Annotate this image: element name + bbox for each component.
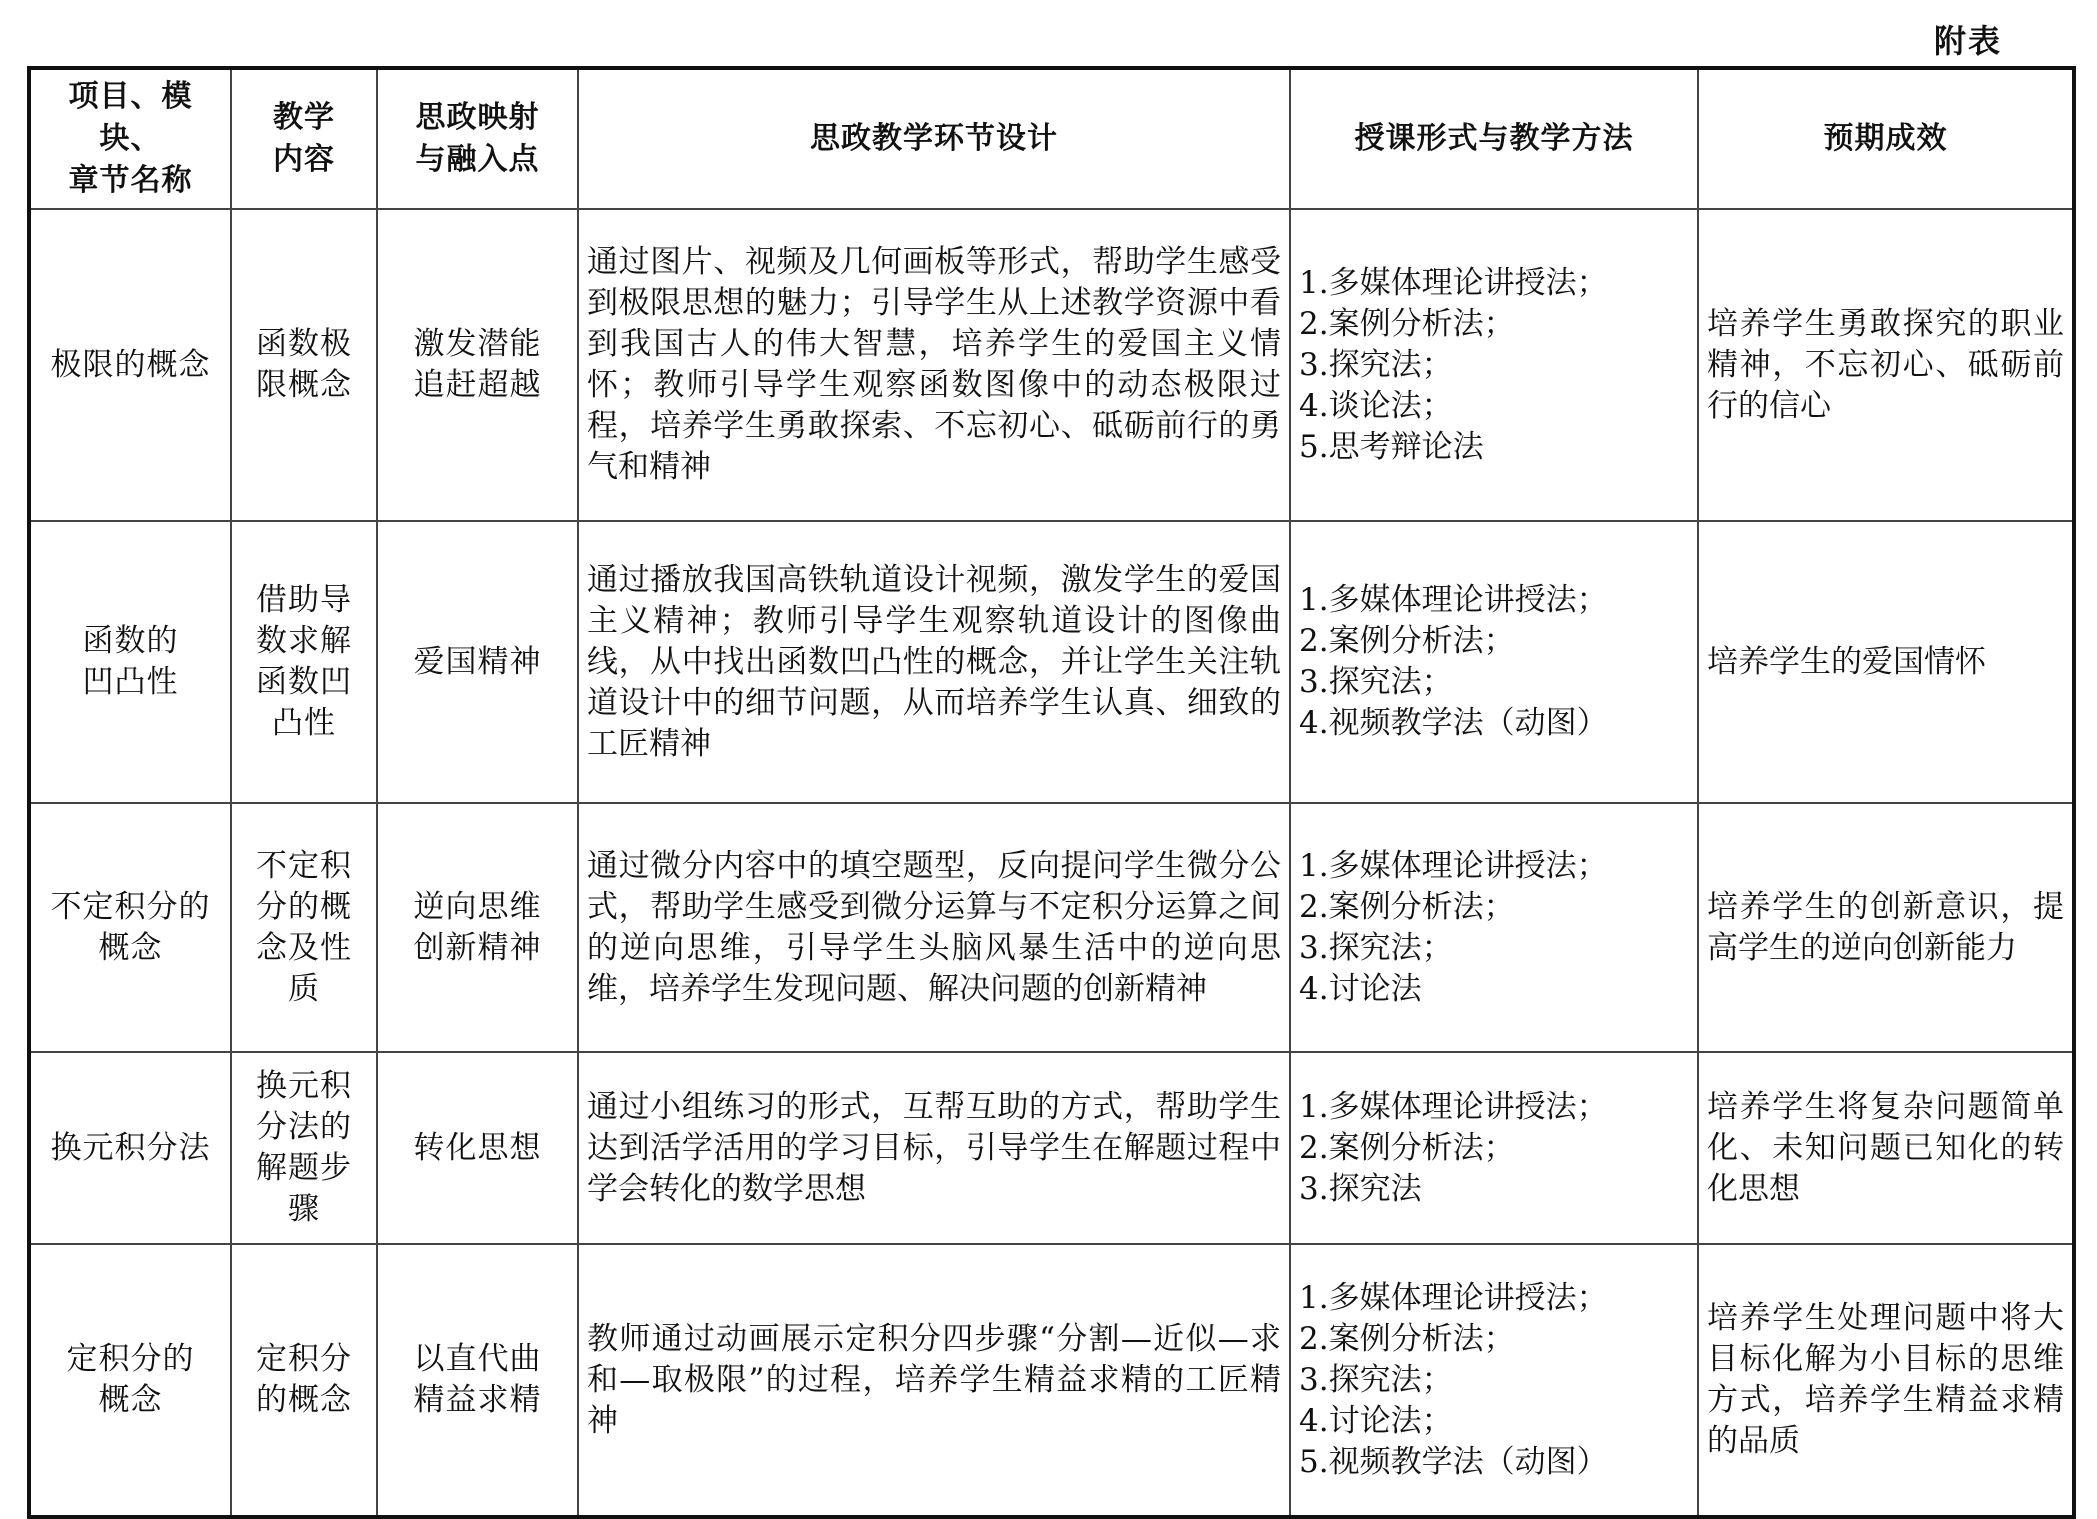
table-row xyxy=(29,803,2074,1052)
curriculum-table xyxy=(27,66,2076,1519)
cell-mapping-point: 转化思想 xyxy=(377,1052,578,1244)
cell-chapter: 极限的概念 xyxy=(29,209,231,521)
header-content: 教学 内容 xyxy=(231,68,377,209)
cell-methods xyxy=(1290,1052,1698,1244)
method-item: 2.案例分析法； xyxy=(1299,1320,1515,1357)
cell-content: 不定积 分的概 念及性 质 xyxy=(231,803,377,1052)
method-item: 2.案例分析法； xyxy=(1299,888,1515,925)
table-caption: 附表 xyxy=(1933,22,2002,60)
cell-design: 通过微分内容中的填空题型，反向提问学生微分公式，帮助学生感受到微分运算与不定积分运算之间的逆向思维，引导学生头脑风暴生活中的逆向思维，培养学生发现问题、解决问题的创新精神 xyxy=(578,803,1290,1052)
cell-chapter: 函数的 凹凸性 xyxy=(29,521,231,803)
header-methods: 授课形式与教学方法 xyxy=(1290,68,1698,209)
cell-outcome: 培养学生将复杂问题简单化、未知问题已知化的转化思想 xyxy=(1698,1052,2074,1244)
header-row xyxy=(29,68,2074,209)
cell-chapter: 换元积分法 xyxy=(29,1052,231,1244)
table-row xyxy=(29,1244,2074,1517)
cell-methods xyxy=(1290,803,1698,1052)
cell-methods xyxy=(1290,521,1698,803)
method-item: 4.视频教学法（动图） xyxy=(1299,705,1608,741)
cell-methods xyxy=(1290,1244,1698,1517)
method-item: 1.多媒体理论讲授法； xyxy=(1299,1088,1608,1125)
cell-chapter: 不定积分的 概念 xyxy=(29,803,231,1052)
method-item: 3.探究法 xyxy=(1299,1170,1422,1207)
cell-content: 定积分 的概念 xyxy=(231,1244,377,1517)
method-item: 1.多媒体理论讲授法； xyxy=(1299,1279,1608,1316)
method-item: 3.探究法； xyxy=(1299,929,1453,966)
cell-outcome: 培养学生的爱国情怀 xyxy=(1698,521,2074,803)
method-item: 5.思考辩论法 xyxy=(1299,428,1484,465)
cell-mapping-point: 激发潜能 追赶超越 xyxy=(377,209,578,521)
cell-content: 借助导 数求解 函数凹 凸性 xyxy=(231,521,377,803)
header-mapping-point: 思政映射 与融入点 xyxy=(377,68,578,209)
cell-mapping-point: 以直代曲 精益求精 xyxy=(377,1244,578,1517)
cell-methods xyxy=(1290,209,1698,521)
table-row xyxy=(29,1052,2074,1244)
cell-design: 通过小组练习的形式，互帮互助的方式，帮助学生达到活学活用的学习目标，引导学生在解题过程中学会转化的数学思想 xyxy=(578,1052,1290,1244)
method-item: 2.案例分析法； xyxy=(1299,1129,1515,1166)
method-item: 1.多媒体理论讲授法； xyxy=(1299,582,1608,618)
cell-outcome: 培养学生的创新意识，提高学生的逆向创新能力 xyxy=(1698,803,2074,1052)
method-item: 4.讨论法； xyxy=(1299,1402,1453,1439)
method-item: 3.探究法； xyxy=(1299,664,1453,700)
cell-outcome: 培养学生处理问题中将大目标化解为小目标的思维方式，培养学生精益求精的品质 xyxy=(1698,1244,2074,1517)
table-row xyxy=(29,209,2074,521)
table-row xyxy=(29,521,2074,803)
method-item: 2.案例分析法； xyxy=(1299,623,1515,659)
cell-design: 通过图片、视频及几何画板等形式，帮助学生感受到极限思想的魅力；引导学生从上述教学资源中看到我国古人的伟大智慧，培养学生的爱国主义情怀；教师引导学生观察函数图像中的动态极限过程，培养学生勇敢探索、不忘初心、砥砺前行的勇气和精神 xyxy=(578,209,1290,521)
method-item: 1.多媒体理论讲授法； xyxy=(1299,847,1608,884)
cell-mapping-point: 爱国精神 xyxy=(377,521,578,803)
method-item: 2.案例分析法； xyxy=(1299,305,1515,342)
header-chapter: 项目、模块、 章节名称 xyxy=(29,68,231,209)
method-item: 3.探究法； xyxy=(1299,346,1453,383)
method-item: 4.谈论法； xyxy=(1299,387,1453,424)
method-item: 1.多媒体理论讲授法； xyxy=(1299,264,1608,301)
method-item: 4.讨论法 xyxy=(1299,970,1422,1007)
method-item: 3.探究法； xyxy=(1299,1361,1453,1398)
cell-design: 通过播放我国高铁轨道设计视频，激发学生的爱国主义精神；教师引导学生观察轨道设计的图像曲线，从中找出函数凹凸性的概念，并让学生关注轨道设计中的细节问题，从而培养学生认真、细致的工匠精神 xyxy=(578,521,1290,803)
cell-content: 换元积 分法的 解题步 骤 xyxy=(231,1052,377,1244)
cell-outcome: 培养学生勇敢探究的职业精神，不忘初心、砥砺前行的信心 xyxy=(1698,209,2074,521)
cell-content: 函数极 限概念 xyxy=(231,209,377,521)
cell-design: 教师通过动画展示定积分四步骤“分割—近似—求和—取极限”的过程，培养学生精益求精的工匠精神 xyxy=(578,1244,1290,1517)
header-outcome: 预期成效 xyxy=(1698,68,2074,209)
header-design: 思政教学环节设计 xyxy=(578,68,1290,209)
cell-chapter: 定积分的 概念 xyxy=(29,1244,231,1517)
method-item: 5.视频教学法（动图） xyxy=(1299,1443,1608,1480)
cell-mapping-point: 逆向思维 创新精神 xyxy=(377,803,578,1052)
